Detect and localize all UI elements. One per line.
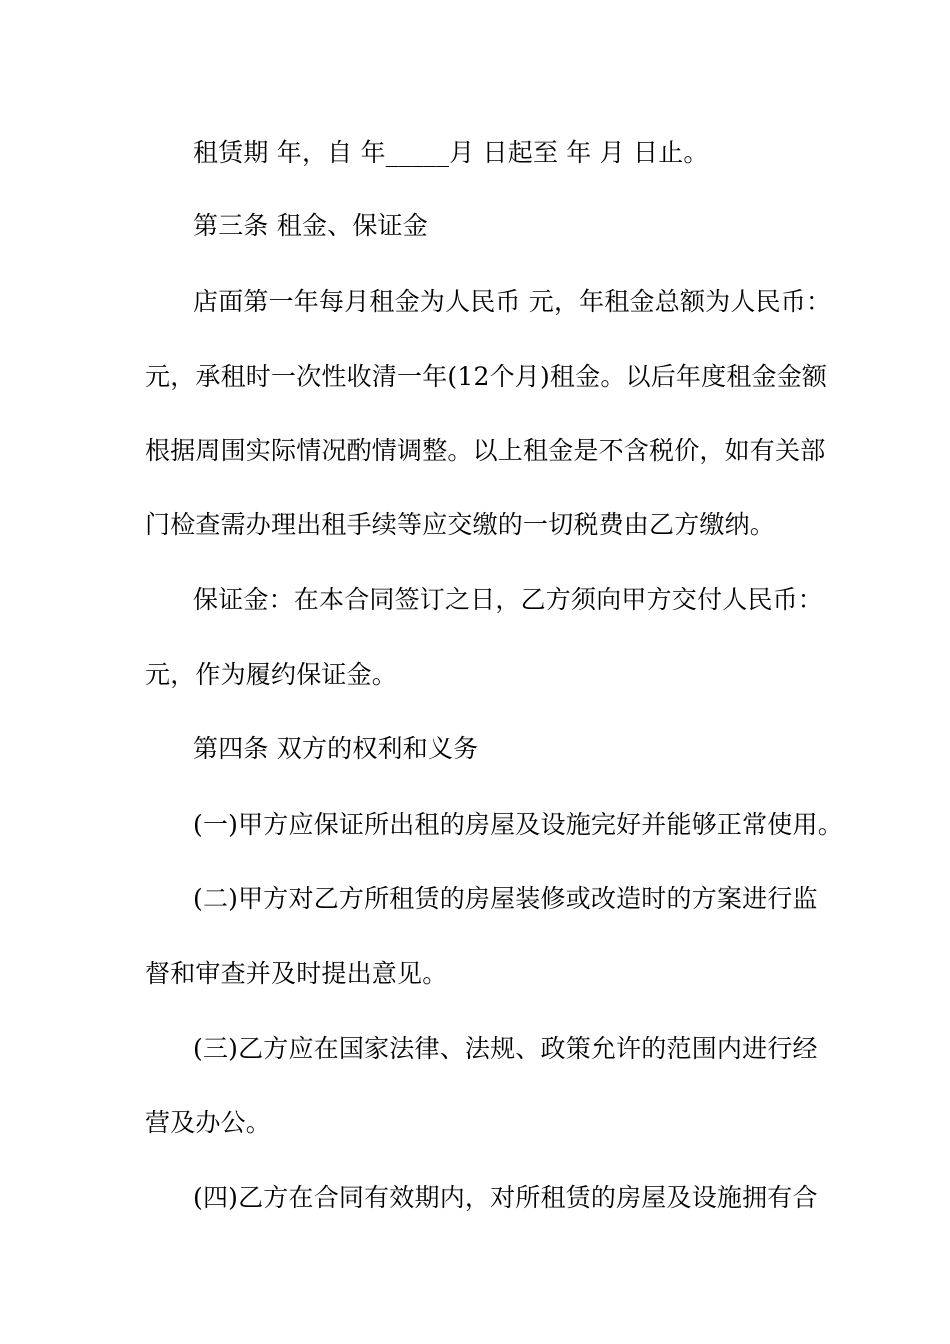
clause-two-line-2: 督和审查并及时提出意见。	[145, 959, 448, 988]
article-four-heading: 第四条 双方的权利和义务	[193, 734, 479, 763]
clause-three-line-2: 营及办公。	[145, 1108, 272, 1137]
clause-two-line-1: (二)甲方对乙方所租赁的房屋装修或改造时的方案进行监	[193, 884, 818, 913]
clause-one: (一)甲方应保证所出租的房屋及设施完好并能够正常使用。	[193, 810, 843, 839]
lease-term-line: 租赁期 年，自 年_____月 日起至 年 月 日止。	[193, 138, 709, 167]
rent-paragraph-line-3: 根据周围实际情况酌情调整。以上租金是不含税价，如有关部	[145, 436, 826, 465]
clause-three-line-1: (三)乙方应在国家法律、法规、政策允许的范围内进行经	[193, 1034, 818, 1063]
clause-four-line-1: (四)乙方在合同有效期内，对所租赁的房屋及设施拥有合	[193, 1183, 818, 1212]
deposit-paragraph-line-2: 元，作为履约保证金。	[145, 660, 398, 689]
article-three-heading: 第三条 租金、保证金	[193, 211, 428, 240]
deposit-paragraph-line-1: 保证金：在本合同签订之日，乙方须向甲方交付人民币：	[193, 585, 824, 614]
rent-paragraph-line-2: 元，承租时一次性收清一年(12个月)租金。以后年度租金金额	[145, 362, 828, 391]
rent-paragraph-line-4: 门检查需办理出租手续等应交缴的一切税费由乙方缴纳。	[145, 510, 776, 539]
rent-paragraph-line-1: 店面第一年每月租金为人民币 元，年租金总额为人民币：	[193, 287, 832, 316]
